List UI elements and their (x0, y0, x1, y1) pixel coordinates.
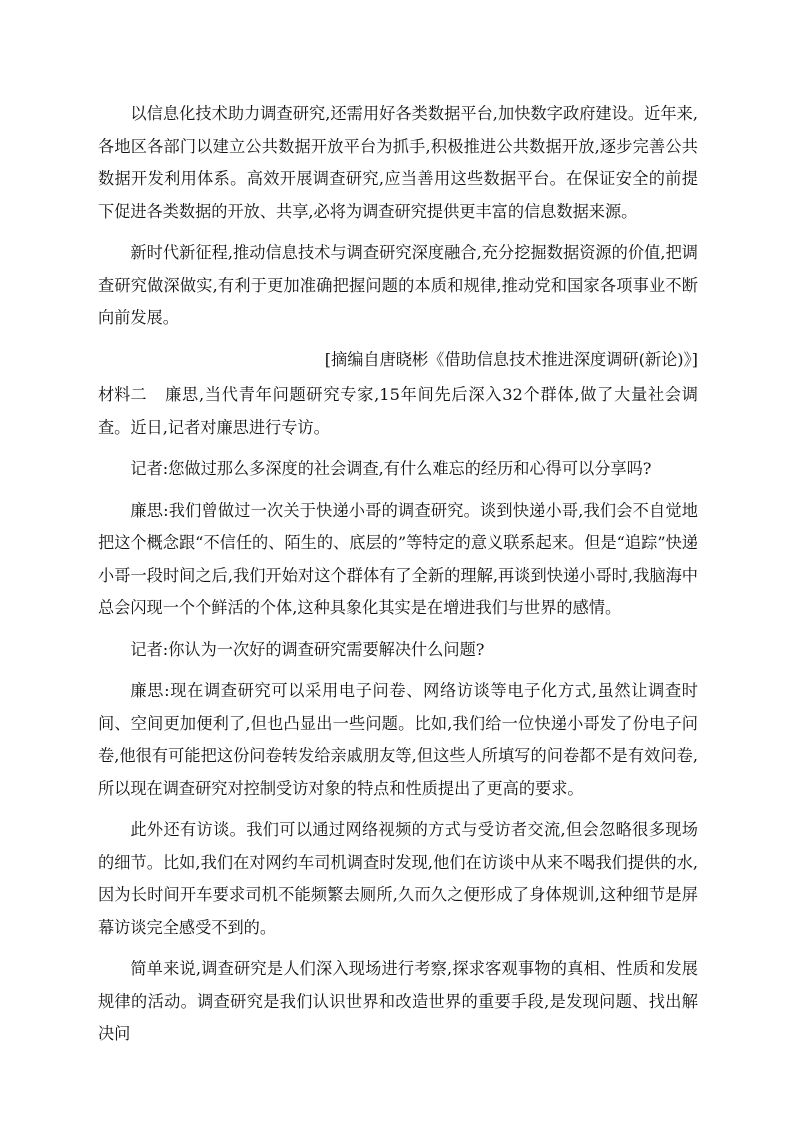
material-label: 材料二 (98, 385, 147, 404)
document-page (98, 98, 698, 1060)
interview-question: 记者:您做过那么多深度的社会调查,有什么难忘的经历和心得可以分享吗? (130, 459, 652, 478)
material-two-intro (98, 379, 698, 444)
body-paragraph: 新时代新征程,推动信息技术与调查研究深度融合,充分挖掘数据资源的价值,把调查研究做深做实,有利于更加准确把握问题的本质和规律,推动党和国家各项事业不断向前发展。 (98, 243, 698, 327)
body-paragraph: 以信息化技术助力调查研究,还需用好各类数据平台,加快数字政府建设。近年来,各地区各部门以建立公共数据开放平台为抓手,积极推进公共数据开放,逐步完善公共数据开发利用体系。高效开展调查研究,应当善用这些数据平台。在保证安全的前提下促进各类数据的开放、共享,必将为调查研究提供更丰富的信息数据来源。 (98, 104, 698, 221)
body-paragraph: 此外还有访谈。我们可以通过网络视频的方式与受访者交流,但会忽略很多现场的细节。比如,我们在对网约车司机调查时发现,他们在访谈中从来不喝我们提供的水,因为长时间开车要求司机不能频繁去厕所,久而久之便形成了身体规训,这种细节是屏幕访谈完全感受不到的。 (98, 820, 698, 937)
body-paragraph: 简单来说,调查研究是人们深入现场进行考察,探求客观事物的真相、性质和发展规律的活动。调查研究是我们认识世界和改造世界的重要手段,是发现问题、找出解决问 (98, 959, 698, 1043)
source-citation: [摘编自唐晓彬《借助信息技术推进深度调研(新论)》] (324, 349, 698, 369)
interview-answer: 廉思:现在调查研究可以采用电子问卷、网络访谈等电子化方式,虽然让调查时间、空间更加便利了,但也凸显出一些问题。比如,我们给一位快递小哥发了份电子问卷,他很有可能把这份问卷转发给亲戚朋友等,但这些人所填写的问卷都不是有效问卷,所以现在调查研究对控制受访对象的特点和性质提出了更高的要求。 (98, 681, 698, 798)
interview-answer: 廉思:我们曾做过一次关于快递小哥的调查研究。谈到快递小哥,我们会不自觉地把这个概念跟“不信任的、陌生的、底层的”等特定的意义联系起来。但是“追踪”快递小哥一段时间之后,我们开始对这个群体有了全新的理解,再谈到快递小哥时,我脑海中总会闪现一个个鲜活的个体,这种具象化其实是在增进我们与世界的感情。 (98, 500, 698, 617)
material-intro-text: 廉思,当代青年问题研究专家,15年间先后深入32个群体,做了大量社会调查。近日,记者对廉思进行专访。 (98, 385, 698, 437)
interview-question: 记者:你认为一次好的调查研究需要解决什么问题? (130, 639, 485, 659)
